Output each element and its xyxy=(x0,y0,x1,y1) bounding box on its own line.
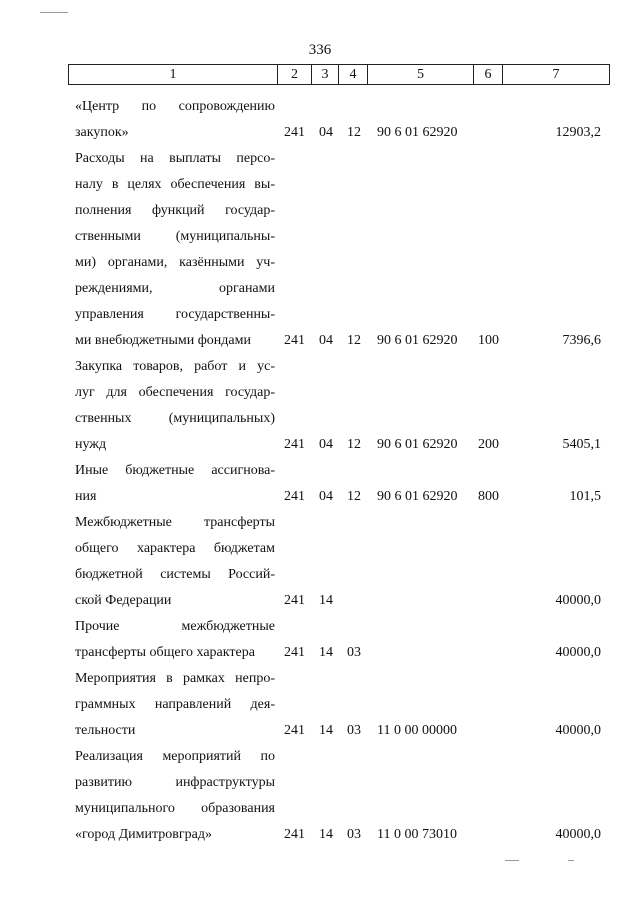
description-line: трансферты общего характера xyxy=(75,645,255,660)
row-codes xyxy=(0,822,640,848)
row-codes xyxy=(0,484,640,510)
amount: 101,5 xyxy=(569,489,601,504)
header-col-6: 6 xyxy=(474,65,503,85)
subsection-code: 03 xyxy=(347,827,361,842)
page-number: 336 xyxy=(308,42,332,58)
chapter-code: 241 xyxy=(284,489,305,504)
description-line: Межбюджетные трансферты xyxy=(75,515,275,530)
description-line: налу в целях обеспечения вы- xyxy=(75,177,275,192)
description-line: Закупка товаров, работ и ус- xyxy=(75,359,275,374)
description-line: реждениями, органами xyxy=(75,281,275,296)
expense-type-code: 200 xyxy=(478,437,499,452)
description-line: ственных (муниципальных) xyxy=(75,411,275,426)
scan-artifact xyxy=(568,860,574,861)
section-code: 04 xyxy=(319,333,333,348)
subsection-code: 03 xyxy=(347,645,361,660)
chapter-code: 241 xyxy=(284,645,305,660)
header-row xyxy=(69,65,610,85)
target-article-code: 90 6 01 62920 xyxy=(377,125,458,140)
expense-type-code: 100 xyxy=(478,333,499,348)
amount: 12903,2 xyxy=(555,125,601,140)
subsection-code: 12 xyxy=(347,437,361,452)
header-col-5: 5 xyxy=(368,65,474,85)
header-col-2: 2 xyxy=(278,65,312,85)
description-line: муниципального образования xyxy=(75,801,275,816)
target-article-code: 11 0 00 00000 xyxy=(377,723,457,738)
description-line: нужд xyxy=(75,437,107,452)
description-line: закупок» xyxy=(75,125,129,140)
amount: 7396,6 xyxy=(562,333,601,348)
subsection-code: 03 xyxy=(347,723,361,738)
row-codes xyxy=(0,120,640,146)
row-description xyxy=(75,146,275,354)
description-line: управления государственны- xyxy=(75,307,275,322)
row-codes xyxy=(0,718,640,744)
description-line: «город Димитровград» xyxy=(75,827,212,842)
description-line: ской Федерации xyxy=(75,593,172,608)
description-line: общего характера бюджетам xyxy=(75,541,275,556)
target-article-code: 90 6 01 62920 xyxy=(377,437,458,452)
scan-artifact xyxy=(40,12,68,13)
target-article-code: 90 6 01 62920 xyxy=(377,333,458,348)
column-header-table xyxy=(68,64,610,85)
description-line: ния xyxy=(75,489,97,504)
row-codes xyxy=(0,640,640,666)
amount: 40000,0 xyxy=(555,827,601,842)
amount: 40000,0 xyxy=(555,645,601,660)
header-col-3: 3 xyxy=(312,65,339,85)
description-line: Мероприятия в рамках непро- xyxy=(75,671,275,686)
description-line: Прочие межбюджетные xyxy=(75,619,275,634)
description-line: Реализация мероприятий по xyxy=(75,749,275,764)
chapter-code: 241 xyxy=(284,593,305,608)
description-line: «Центр по сопровождению xyxy=(75,99,275,114)
header-col-1: 1 xyxy=(69,65,278,85)
target-article-code: 11 0 00 73010 xyxy=(377,827,457,842)
scan-artifact xyxy=(505,860,519,861)
expense-type-code: 800 xyxy=(478,489,499,504)
description-line: развитию инфраструктуры xyxy=(75,775,275,790)
row-codes xyxy=(0,588,640,614)
header-col-4: 4 xyxy=(339,65,368,85)
subsection-code: 12 xyxy=(347,125,361,140)
description-line: тельности xyxy=(75,723,136,738)
chapter-code: 241 xyxy=(284,723,305,738)
subsection-code: 12 xyxy=(347,333,361,348)
chapter-code: 241 xyxy=(284,125,305,140)
row-codes xyxy=(0,432,640,458)
header-col-7: 7 xyxy=(503,65,610,85)
section-code: 04 xyxy=(319,125,333,140)
description-line: Иные бюджетные ассигнова- xyxy=(75,463,275,478)
section-code: 04 xyxy=(319,437,333,452)
chapter-code: 241 xyxy=(284,437,305,452)
chapter-code: 241 xyxy=(284,827,305,842)
amount: 5405,1 xyxy=(562,437,601,452)
description-line: Расходы на выплаты персо- xyxy=(75,151,275,166)
section-code: 14 xyxy=(319,723,333,738)
chapter-code: 241 xyxy=(284,333,305,348)
subsection-code: 12 xyxy=(347,489,361,504)
amount: 40000,0 xyxy=(555,593,601,608)
target-article-code: 90 6 01 62920 xyxy=(377,489,458,504)
description-line: ми внебюджетными фондами xyxy=(75,333,251,348)
row-codes xyxy=(0,328,640,354)
description-line: полнения функций государ- xyxy=(75,203,275,218)
description-line: луг для обеспечения государ- xyxy=(75,385,275,400)
description-line: ми) органами, казёнными уч- xyxy=(75,255,275,270)
description-line: граммных направлений дея- xyxy=(75,697,275,712)
amount: 40000,0 xyxy=(555,723,601,738)
section-code: 04 xyxy=(319,489,333,504)
description-line: бюджетной системы Россий- xyxy=(75,567,275,582)
section-code: 14 xyxy=(319,593,333,608)
section-code: 14 xyxy=(319,827,333,842)
description-line: ственными (муниципальны- xyxy=(75,229,275,244)
section-code: 14 xyxy=(319,645,333,660)
